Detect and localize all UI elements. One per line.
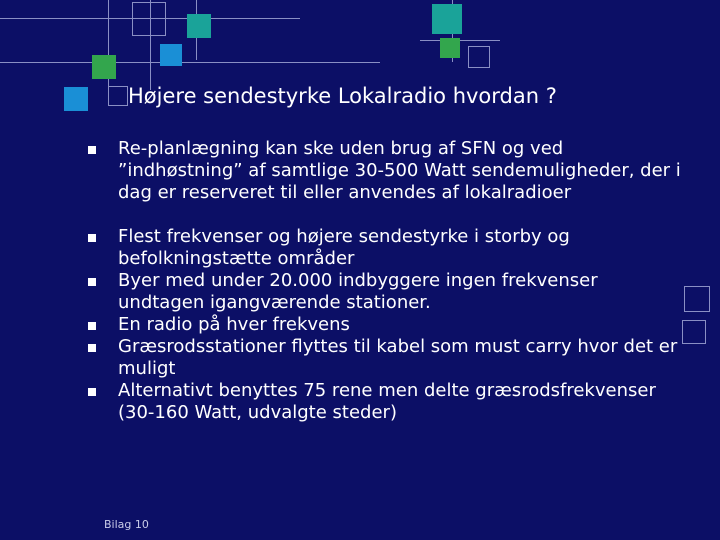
decor-line (108, 0, 109, 100)
decor-line (0, 62, 380, 63)
bullet-text: Byer med under 20.000 indbyggere ingen frekvenser undtagen igangværende stationer. (118, 270, 598, 313)
bullet-marker-icon (88, 234, 96, 242)
decor-square (92, 55, 116, 79)
decor-square (440, 38, 460, 58)
decor-square (468, 46, 490, 68)
bullet-item (88, 336, 688, 380)
bullet-marker-icon (88, 278, 96, 286)
bullet-text: Re-planlægning kan ske uden brug af SFN og ved ”indhøstning” af samtlige 30-500 Watt sendemuligheder, der i dag er reserveret til eller anvendes af lokalradioer (118, 138, 681, 203)
decor-square (160, 44, 182, 66)
decor-square (187, 14, 211, 38)
bullet-marker-icon (88, 322, 96, 330)
bullet-marker-icon (88, 344, 96, 352)
decor-square (108, 86, 128, 106)
bullet-item (88, 138, 688, 204)
bullet-text: Græsrodsstationer flyttes til kabel som must carry hvor det er muligt (118, 336, 678, 379)
bullet-item (88, 314, 688, 336)
bullet-text: Flest frekvenser og højere sendestyrke i storby og befolkningstætte områder (118, 226, 570, 269)
decor-square (432, 4, 462, 34)
decor-line (420, 40, 500, 41)
bullet-text: En radio på hver frekvens (118, 314, 350, 335)
bullet-item (88, 270, 688, 314)
bullet-text: Alternativt benyttes 75 rene men delte græsrodsfrekvenser (30-160 Watt, udvalgte steder) (118, 380, 656, 423)
decor-square (132, 2, 166, 36)
decor-square (64, 87, 88, 111)
slide-title: Højere sendestyrke Lokalradio hvordan ? (128, 84, 557, 108)
bullet-list (88, 138, 688, 424)
footer-label: Bilag 10 (104, 518, 149, 531)
bullet-item (88, 380, 688, 424)
bullet-marker-icon (88, 146, 96, 154)
bullet-item (88, 226, 688, 270)
bullet-marker-icon (88, 388, 96, 396)
